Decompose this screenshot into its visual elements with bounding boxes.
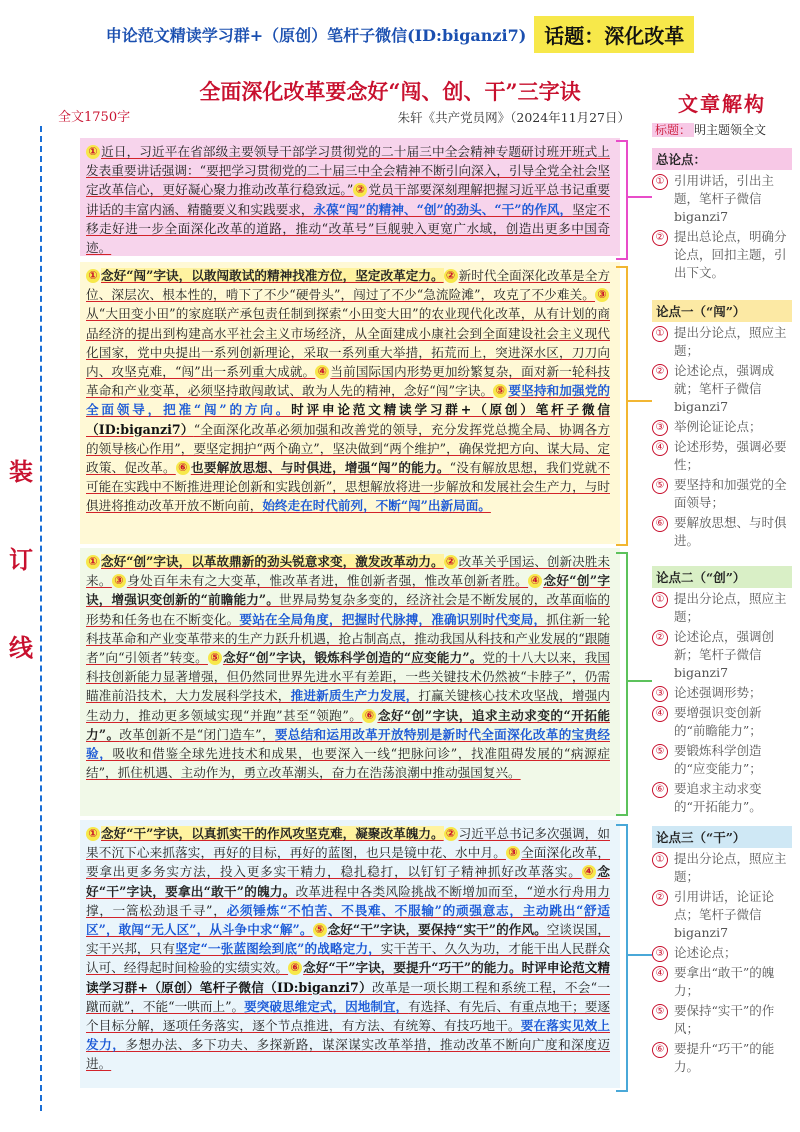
item-number: ④ bbox=[652, 440, 668, 456]
panel-subtitle bbox=[652, 121, 792, 138]
marker: ④ bbox=[582, 865, 596, 879]
key-phrase: 也要解放思想、与时俱进，增强“闯”的能力。 bbox=[190, 460, 450, 476]
section-heading: 念好“创”字诀，以革故鼎新的劲头锐意求变，激发改革动力。 bbox=[101, 554, 444, 569]
text: 实干苦干、久久为功，才能干出人民群众认可、经得起时间检验的实绩实效。 bbox=[86, 941, 610, 976]
panel-item bbox=[652, 1040, 792, 1076]
marker: ⑤ bbox=[208, 651, 222, 665]
intro-connector bbox=[626, 196, 652, 198]
item-text: 要增强识变创新的“前瞻能力”； bbox=[674, 705, 762, 738]
item-text: 提出分论点，照应主题； bbox=[674, 591, 787, 624]
marker: ② bbox=[444, 555, 458, 569]
marker: ① bbox=[86, 827, 100, 841]
text: 打赢关键核心技术攻坚战，增强内生动力，推动更多领域实现“并跑”甚至“领跑”。 bbox=[86, 688, 611, 723]
item-text: 提出分论点，照应主题； bbox=[674, 851, 787, 884]
panel-item bbox=[652, 438, 792, 474]
marker: ③ bbox=[112, 574, 126, 588]
panel-intro-box bbox=[652, 148, 792, 284]
panel-item bbox=[652, 476, 792, 512]
panel-section3-box bbox=[652, 826, 792, 1078]
key-phrase: 要突破思维定式，因地制宜， bbox=[244, 998, 409, 1014]
intro-section bbox=[84, 140, 612, 259]
item-number: ① bbox=[652, 174, 668, 190]
text: 身处百年未有之大变革，惟改革者进，惟创新者强，惟改革创新者胜。 bbox=[126, 573, 529, 589]
item-number: ② bbox=[652, 890, 668, 906]
item-number: ⑤ bbox=[652, 744, 668, 760]
key-phrase: 念好“创”字诀，锻炼科学创造的“应变能力”。 bbox=[222, 650, 483, 666]
word-count: 全文1750字 bbox=[58, 110, 131, 125]
marker: ② bbox=[444, 827, 458, 841]
marker: ③ bbox=[506, 846, 520, 860]
item-number: ⑥ bbox=[652, 1042, 668, 1058]
binding-char-3: 线 bbox=[9, 634, 33, 662]
item-number: ③ bbox=[652, 420, 668, 436]
key-phrase: 念好“创”字诀，追求主动求变的“开拓能力”。 bbox=[86, 707, 610, 742]
item-number: ④ bbox=[652, 706, 668, 722]
panel-item bbox=[652, 704, 792, 740]
text: 从“大田变小田”的家庭联产承包责任制到探索“小田变大田”的农业现代化改革，从有计划的商品经济的提出到构建高水平社会主义市场经济，从全面建成小康社会到全面建设社会主义现代化国家，党中央提出一系列创新理论，采取一系列重大举措，拓荒而上，突进深水区，刀刀向内、攻坚克难，“闯”出一系列重大成就。 bbox=[86, 306, 610, 380]
item-text: 要提升“巧干”的能力。 bbox=[674, 1041, 775, 1074]
text: 党的十八大以来，我国科技创新能力显著增强，但仍然同世界先进水平有差距，一些关键技术仍然被“卡脖子”，仍需瞄准前沿技术，大力发展科学技术， bbox=[86, 650, 610, 704]
section-2 bbox=[84, 550, 612, 784]
intro-bracket bbox=[616, 140, 628, 260]
item-number: ② bbox=[652, 630, 668, 646]
section1-bracket bbox=[616, 266, 628, 546]
text: 改革进程中各类风险挑战不断增加而至，“逆水行舟用力撑，一篙松劲退千寻”， bbox=[86, 883, 610, 918]
key-phrase: 要在落实见效上发力， bbox=[86, 1018, 611, 1053]
item-text: 要解放思想、与时俱进。 bbox=[674, 515, 787, 548]
key-phrase: 念好“干”字诀，要保持“实干”的作风。 bbox=[327, 922, 547, 938]
key-phrase: 要总结和运用改革开放特别是新时代全面深化改革的宝贵经验， bbox=[86, 726, 610, 762]
structure-panel bbox=[652, 88, 792, 138]
section-heading: 念好“干”字诀，以真抓实干的作风攻坚克难，凝聚改革魄力。 bbox=[101, 826, 444, 841]
item-number: ⑥ bbox=[652, 516, 668, 532]
panel-item bbox=[652, 742, 792, 778]
marker: ③ bbox=[595, 288, 609, 302]
item-text: 论述论点； bbox=[674, 945, 737, 960]
panel-item bbox=[652, 684, 792, 702]
section3-bracket bbox=[616, 824, 628, 1092]
item-text: 要坚持和加强党的全面领导； bbox=[674, 477, 787, 510]
key-phrase: 始终走在时代前列，不断“闯”出新局面。 bbox=[262, 498, 491, 514]
key-phrase: 念好“干”字诀，要提升“巧干”的能力。 bbox=[303, 960, 522, 976]
section2-bracket bbox=[616, 552, 628, 816]
panel-item bbox=[652, 780, 792, 816]
topic-badge: 话题：深化改革 bbox=[534, 16, 694, 53]
item-number: ① bbox=[652, 326, 668, 342]
panel-box-head: 总论点： bbox=[652, 148, 792, 170]
item-text: 引用讲话，论证论点；笔杆子微信 biganzi7 bbox=[674, 889, 775, 940]
text: 改革关乎国运、创新决胜未来。 bbox=[86, 554, 610, 589]
panel-item bbox=[652, 228, 792, 282]
item-text: 论述形势，强调必要性； bbox=[674, 439, 787, 472]
text: 近日，习近平在省部级主要领导干部学习贯彻党的二十届三中全会精神专题研讨班开班式上发表重要讲话强调：“要把学习贯彻党的二十届三中全会精神不断引向深入，引导全党全社会坚定改革信心，更好凝心聚力推动改革行稳致远。” bbox=[86, 144, 610, 198]
section-3 bbox=[84, 822, 612, 1076]
binding-char-2: 订 bbox=[9, 546, 33, 574]
key-phrase: 必须锤炼“不怕苦、不畏难、不服输”的顽强意志，主动跳出“舒适区”，敢闯“无人区”，从斗争中求“解”。 bbox=[86, 902, 610, 938]
item-number: ② bbox=[652, 364, 668, 380]
text: 新时代全面深化改革是全方位、深层次、根本性的，啃下了不少“硬骨头”，闯过了不少“急流险滩”，攻克了不少难关。 bbox=[86, 268, 610, 303]
item-text: 提出分论点，照应主题； bbox=[674, 325, 787, 358]
panel-title: 文章解构 bbox=[678, 92, 766, 116]
text: 党员干部要深刻理解把握习近平总书记重要讲话的丰富内涵、精髓要义和实践要求， bbox=[86, 182, 611, 217]
marker: ① bbox=[86, 269, 100, 283]
section-heading: 念好“闯”字诀，以敢闯敢试的精神找准方位，坚定改革定力。 bbox=[101, 268, 444, 283]
key-phrase: 要站在全局角度，把握时代脉搏，准确识别时代变局， bbox=[239, 611, 547, 627]
marker: ⑥ bbox=[362, 709, 376, 723]
item-number: ⑤ bbox=[652, 1004, 668, 1020]
item-number: ③ bbox=[652, 686, 668, 702]
binding-char-1: 装 bbox=[9, 458, 33, 486]
key-phrase: 坚定“一张蓝图绘到底”的战略定力， bbox=[175, 941, 381, 957]
marker: ④ bbox=[528, 574, 542, 588]
item-text: 论述论点，强调成就；笔杆子微信 biganzi7 bbox=[674, 363, 775, 414]
key-phrase: 要坚持和加强党的全面领导，把准“闯”的方向。 bbox=[86, 383, 610, 418]
promo-text: 时评申论范文精读学习群+（原创）笔杆子微信（ID:biganzi7） bbox=[86, 960, 611, 995]
key-phrase: 永葆“闯”的精神、“创”的劲头、“干”的作风， bbox=[313, 201, 573, 217]
marker: ① bbox=[86, 145, 100, 159]
panel-item bbox=[652, 590, 792, 626]
section1-connector bbox=[626, 400, 652, 402]
panel-section2-box bbox=[652, 566, 792, 818]
section-1 bbox=[84, 264, 612, 518]
panel-item bbox=[652, 362, 792, 416]
item-text: 要锻炼科学创造的“应变能力”； bbox=[674, 743, 762, 776]
section3-connector bbox=[626, 954, 652, 956]
text: 空谈误国，实干兴邦，只有 bbox=[86, 922, 610, 957]
panel-item bbox=[652, 324, 792, 360]
key-phrase: 念好“创”字诀，增强识变创新的“前瞻能力”。 bbox=[86, 573, 611, 608]
item-text: 要拿出“敢干”的魄力； bbox=[674, 965, 775, 998]
text: 改革创新不是“闭门造车”， bbox=[119, 726, 275, 742]
item-number: ① bbox=[652, 852, 668, 868]
article-source: 朱轩《共产党员网》（2024年11月27日） bbox=[397, 110, 630, 125]
promo-text: 时评申论范文精读学习群+（原创）笔杆子微信（ID:biganzi7） bbox=[86, 402, 610, 437]
marker: ⑤ bbox=[313, 923, 327, 937]
text: 改革是一项长期工程和系统工程，不会“一蹴而就”，不能“一哄而上”。 bbox=[86, 979, 610, 1014]
key-phrase: 推进新质生产力发展， bbox=[290, 688, 419, 704]
item-number: ⑥ bbox=[652, 782, 668, 798]
panel-item bbox=[652, 1002, 792, 1038]
panel-box-head: 论点三（“干”） bbox=[652, 826, 792, 848]
item-number: ② bbox=[652, 230, 668, 246]
panel-section1-box bbox=[652, 300, 792, 552]
item-text: 引用讲话，引出主题，笔杆子微信 biganzi7 bbox=[674, 173, 775, 224]
page-header bbox=[0, 0, 800, 68]
article-title: 全面深化改革要念好“闯、创、干”三字诀 bbox=[199, 79, 581, 104]
item-number: ③ bbox=[652, 946, 668, 962]
panel-sub-text: 明主题领全文 bbox=[694, 123, 767, 137]
section2-paragraph bbox=[84, 550, 612, 784]
section3-paragraph bbox=[84, 822, 612, 1076]
binding-dashed-line bbox=[40, 126, 42, 1111]
marker: ⑥ bbox=[288, 961, 302, 975]
item-text: 提出总论点，明确分论点，回扣主题，引出下文。 bbox=[674, 229, 787, 280]
panel-item bbox=[652, 418, 792, 436]
text: 全面深化改革，要拿出更多务实方法，投入更多实干精力，稳扎稳打，以钉钉子精神抓好改革落实。 bbox=[86, 845, 611, 880]
panel-sub-label: 标题： bbox=[652, 123, 694, 137]
intro-paragraph bbox=[84, 140, 612, 259]
text: “没有解放思想，我们党就不可能在实践中不断推进理论创新和实践创新”，思想解放将进一步解放和发展社会生产力，与时俱进将推动改革开放不断向前， bbox=[86, 460, 610, 514]
item-text: 举例论证论点； bbox=[674, 419, 762, 434]
item-text: 要追求主动求变的“开拓能力”。 bbox=[674, 781, 762, 814]
panel-item bbox=[652, 628, 792, 682]
section2-connector bbox=[626, 680, 652, 682]
panel-item bbox=[652, 944, 792, 962]
key-phrase: 念好“干”字诀，要拿出“敢干”的魄力。 bbox=[86, 864, 611, 899]
panel-item bbox=[652, 850, 792, 886]
marker: ④ bbox=[315, 365, 329, 379]
marker: ⑥ bbox=[176, 461, 190, 475]
panel-item bbox=[652, 888, 792, 942]
panel-item bbox=[652, 172, 792, 226]
section1-paragraph bbox=[84, 264, 612, 518]
item-text: 要保持“实干”的作风； bbox=[674, 1003, 775, 1036]
marker: ① bbox=[86, 555, 100, 569]
text: “全面深化改革必须加强和改善党的领导，充分发挥党总揽全局、协调各方的领导核心作用”，要坚定拥护“两个确立”，坚决做到“两个维护”，确保党把方向、谋大局、定政策、促改革。 bbox=[86, 421, 610, 476]
panel-box-head: 论点二（“创”） bbox=[652, 566, 792, 588]
item-text: 论述论点，强调创新；笔杆子微信 biganzi7 bbox=[674, 629, 775, 680]
text: 有选择、有先后、有重点地干；要逐个目标分解，逐项任务落实，逐个节点推进，有方法、有统筹、有技巧地干。 bbox=[86, 998, 611, 1034]
text: 坚定不移走好进一步全面深化改革的道路，推动“改革号”巨舰驶入更宽广水域，创造出更多中国奇迹。 bbox=[86, 201, 611, 256]
text: 世界局势复杂多变的，经济社会是不断发展的，改革面临的形势和任务也在不断变化。 bbox=[86, 592, 610, 627]
text: 抓住新一轮科技革命和产业变革带来的生产力跃升机遇，抢占制高点，推动我国从科技和产业发展的“跟随者”向“引领者”转变。 bbox=[86, 611, 610, 666]
item-number: ① bbox=[652, 592, 668, 608]
text: 多想办法、多下功夫、多探新路，谋深谋实改革举措，推动改革不断向广度和深度迈进。 bbox=[86, 1037, 611, 1072]
text: 当前国际国内形势更加纷繁复杂，面对新一轮科技革命和产业变革，必须坚持敢闯敢试、敢为人先的精神，念好“闯”字诀。 bbox=[86, 364, 611, 399]
marker: ② bbox=[353, 183, 367, 197]
marker: ⑤ bbox=[493, 384, 507, 398]
text: 习近平总书记多次强调，如果不沉下心来抓落实，再好的目标，再好的蓝图，也只是镜中花、水中月。 bbox=[86, 826, 610, 861]
item-number: ④ bbox=[652, 966, 668, 982]
item-number: ⑤ bbox=[652, 478, 668, 494]
panel-box-head: 论点一（“闯”） bbox=[652, 300, 792, 322]
header-title: 申论范文精读学习群+（原创）笔杆子微信(ID:biganzi7) bbox=[105, 25, 527, 45]
panel-item bbox=[652, 514, 792, 550]
panel-item bbox=[652, 964, 792, 1000]
text: 吸收和借鉴全球先进技术和成果，也要深入一线“把脉问诊”，找准阻碍发展的“病源症结”，抓住机遇、主动作为，勇立改革潮头，奋力在浩荡浪潮中推动强国复兴。 bbox=[86, 746, 610, 781]
item-text: 论述强调形势； bbox=[674, 685, 762, 700]
marker: ② bbox=[444, 269, 458, 283]
